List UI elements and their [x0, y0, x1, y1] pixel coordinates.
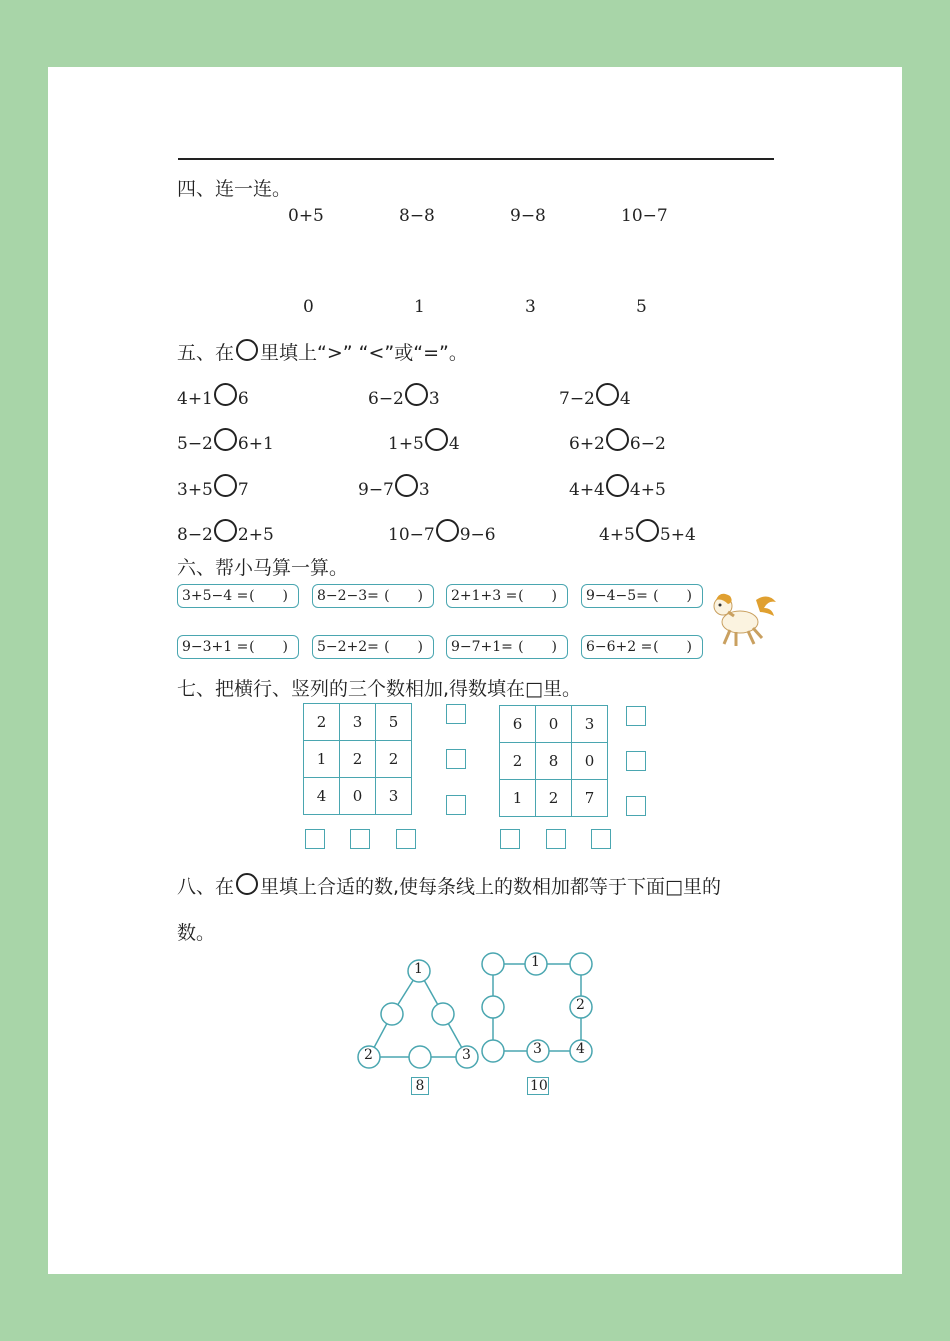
compare-item	[559, 383, 631, 409]
compare-circle[interactable]	[214, 428, 237, 451]
section8-title-b: 里填上合适的数,使每条线上的数相加都等于下面□里的	[260, 876, 722, 898]
calc-expression: 8−2−3=	[317, 588, 379, 604]
compare-circle[interactable]	[214, 519, 237, 542]
number-grid-1	[303, 703, 412, 815]
triangle-total-box: 8	[411, 1077, 429, 1095]
compare-item	[177, 383, 249, 409]
compare-left: 9−7	[358, 480, 394, 500]
compare-circle[interactable]	[214, 474, 237, 497]
triangle-top-number: 1	[414, 961, 423, 977]
compare-right: 4+5	[629, 480, 666, 500]
square-right-number: 2	[576, 997, 585, 1013]
compare-item	[177, 519, 274, 545]
number-puzzle-diagram	[340, 945, 620, 1100]
col-sum-box[interactable]	[305, 829, 325, 849]
match-expression: 9−8	[510, 206, 546, 226]
number-grid-2	[499, 705, 608, 817]
match-expression: 8−8	[399, 206, 435, 226]
pony-icon	[706, 586, 778, 650]
compare-left: 6+2	[569, 434, 605, 454]
grid-cell: 5	[376, 704, 412, 741]
circle-icon	[236, 339, 258, 361]
answer-blank[interactable]: ( )	[653, 588, 692, 604]
compare-left: 1+5	[388, 434, 424, 454]
grid-cell: 3	[340, 704, 376, 741]
grid-cell: 3	[572, 706, 608, 743]
triangle-right-number: 3	[462, 1047, 471, 1063]
triangle-left-number: 2	[364, 1047, 373, 1063]
answer-blank[interactable]: ( )	[249, 588, 288, 604]
compare-right: 4	[619, 389, 631, 409]
compare-item	[569, 428, 666, 454]
answer-blank[interactable]: ( )	[518, 639, 557, 655]
section7-title: 七、把横行、竖列的三个数相加,得数填在□里。	[177, 678, 581, 700]
col-sum-box[interactable]	[350, 829, 370, 849]
compare-right: 7	[237, 480, 249, 500]
grid-cell: 8	[536, 743, 572, 780]
match-answer: 1	[414, 297, 425, 317]
compare-circle[interactable]	[214, 383, 237, 406]
match-expression: 10−7	[621, 206, 668, 226]
match-expression: 0+5	[288, 206, 324, 226]
row-sum-box[interactable]	[446, 749, 466, 769]
answer-blank[interactable]: ( )	[384, 639, 423, 655]
grid-cell: 2	[340, 741, 376, 778]
compare-right: 9−6	[459, 525, 496, 545]
compare-item	[388, 519, 496, 545]
calc-item[interactable]	[177, 635, 299, 659]
compare-circle[interactable]	[596, 383, 619, 406]
compare-circle[interactable]	[606, 428, 629, 451]
calc-expression: 6−6+2 =	[586, 639, 653, 655]
compare-left: 4+5	[599, 525, 635, 545]
calc-item[interactable]	[446, 584, 568, 608]
compare-circle[interactable]	[636, 519, 659, 542]
col-sum-box[interactable]	[591, 829, 611, 849]
compare-item	[177, 474, 249, 500]
row-sum-box[interactable]	[626, 706, 646, 726]
calc-item[interactable]	[581, 635, 703, 659]
calc-item[interactable]	[312, 635, 434, 659]
compare-left: 5−2	[177, 434, 213, 454]
calc-expression: 3+5−4 =	[182, 588, 249, 604]
calc-expression: 9−7+1=	[451, 639, 513, 655]
grid-cell: 2	[536, 780, 572, 817]
section8-title-a: 八、在	[177, 876, 235, 898]
row-sum-box[interactable]	[446, 704, 466, 724]
calc-expression: 9−4−5=	[586, 588, 648, 604]
match-answer: 0	[303, 297, 314, 317]
compare-right: 6	[237, 389, 249, 409]
compare-right: 6−2	[629, 434, 666, 454]
compare-left: 4+1	[177, 389, 213, 409]
square-top-number: 1	[531, 954, 540, 970]
col-sum-box[interactable]	[500, 829, 520, 849]
compare-right: 3	[428, 389, 440, 409]
match-answer: 5	[636, 297, 647, 317]
section6-title: 六、帮小马算一算。	[177, 557, 349, 579]
calc-item[interactable]	[446, 635, 568, 659]
section8-title	[177, 872, 721, 899]
compare-circle[interactable]	[405, 383, 428, 406]
calc-item[interactable]	[177, 584, 299, 608]
compare-left: 7−2	[559, 389, 595, 409]
match-answer: 3	[525, 297, 536, 317]
grid-cell: 3	[376, 778, 412, 815]
compare-right: 3	[418, 480, 430, 500]
grid-cell: 0	[536, 706, 572, 743]
header-rule	[178, 158, 774, 160]
compare-item	[177, 428, 274, 454]
grid-cell: 0	[340, 778, 376, 815]
section8-title-end: 数。	[177, 922, 216, 944]
compare-left: 6−2	[368, 389, 404, 409]
col-sum-box[interactable]	[396, 829, 416, 849]
compare-right: 2+5	[237, 525, 274, 545]
calc-expression: 9−3+1 =	[182, 639, 249, 655]
square-bottom-number: 3	[533, 1041, 542, 1057]
compare-left: 8−2	[177, 525, 213, 545]
section5-title-b: 里填上“>” “<”或“=”。	[260, 342, 468, 364]
row-sum-box[interactable]	[626, 751, 646, 771]
section5-title-a: 五、在	[177, 342, 235, 364]
compare-circle[interactable]	[425, 428, 448, 451]
calc-item[interactable]	[581, 584, 703, 608]
row-sum-box[interactable]	[446, 795, 466, 815]
grid-cell: 1	[500, 780, 536, 817]
grid-cell: 4	[304, 778, 340, 815]
circle-icon	[236, 873, 258, 895]
compare-item	[569, 474, 666, 500]
grid-cell: 2	[304, 704, 340, 741]
compare-right: 5+4	[659, 525, 696, 545]
section4-title: 四、连一连。	[177, 178, 292, 200]
compare-item	[368, 383, 440, 409]
answer-blank[interactable]: ( )	[249, 639, 288, 655]
compare-circle[interactable]	[436, 519, 459, 542]
compare-item	[388, 428, 460, 454]
compare-right: 4	[448, 434, 460, 454]
grid-cell: 6	[500, 706, 536, 743]
grid-cell: 7	[572, 780, 608, 817]
grid-cell: 1	[304, 741, 340, 778]
compare-circle[interactable]	[606, 474, 629, 497]
compare-left: 10−7	[388, 525, 435, 545]
calc-item[interactable]	[312, 584, 434, 608]
calc-expression: 2+1+3 =	[451, 588, 518, 604]
compare-item	[358, 474, 430, 500]
grid-cell: 2	[500, 743, 536, 780]
col-sum-box[interactable]	[546, 829, 566, 849]
compare-left: 3+5	[177, 480, 213, 500]
grid-cell: 2	[376, 741, 412, 778]
answer-blank[interactable]: ( )	[518, 588, 557, 604]
answer-blank[interactable]: ( )	[384, 588, 423, 604]
compare-left: 4+4	[569, 480, 605, 500]
compare-circle[interactable]	[395, 474, 418, 497]
grid-cell: 0	[572, 743, 608, 780]
section5-title	[177, 338, 468, 365]
row-sum-box[interactable]	[626, 796, 646, 816]
answer-blank[interactable]: ( )	[653, 639, 692, 655]
square-corner-number: 4	[576, 1041, 585, 1057]
compare-item	[599, 519, 696, 545]
compare-right: 6+1	[237, 434, 274, 454]
square-total-box: 10	[527, 1077, 549, 1095]
calc-expression: 5−2+2=	[317, 639, 379, 655]
